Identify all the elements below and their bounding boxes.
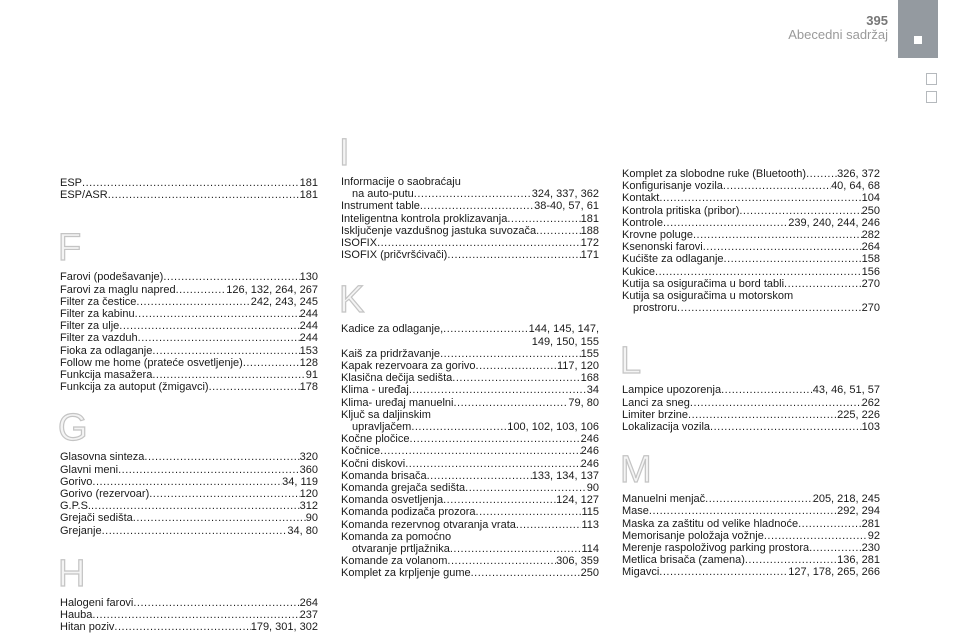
entry-term: Hauba <box>60 609 93 622</box>
index-entry[interactable] <box>622 253 880 265</box>
entry-pages[interactable]: 324, 337, 362 <box>531 188 599 201</box>
section-title: Abecedni sadržaj <box>788 27 888 42</box>
leader-dots <box>209 381 300 393</box>
entry-term: Grejanje <box>60 524 102 537</box>
entry-pages[interactable]: 242, 243, 245 <box>250 295 318 308</box>
index-entry[interactable] <box>341 225 599 237</box>
entry-term: ISOFIX (pričvršćivači) <box>341 249 448 262</box>
entry-pages[interactable]: 38-40, 57, 61 <box>534 200 599 213</box>
entry-pages[interactable]: 128 <box>299 356 318 369</box>
leader-dots <box>92 476 282 488</box>
index-entry[interactable] <box>60 512 318 524</box>
index-entry[interactable] <box>60 320 318 332</box>
entry-term: Funkcija masažera <box>60 369 153 382</box>
entry-pages[interactable]: 179, 301, 302 <box>250 621 318 634</box>
index-entry[interactable] <box>341 249 599 261</box>
leader-dots <box>243 357 300 369</box>
entry-term: Filter za ulje <box>60 320 120 333</box>
entry-pages[interactable]: 103 <box>861 421 880 434</box>
leader-dots <box>476 360 557 372</box>
entry-term: Filter za čestice <box>60 295 137 308</box>
entry-term: Gorivo <box>60 475 93 488</box>
entry-pages[interactable]: 250 <box>580 567 599 580</box>
entry-pages[interactable]: 178 <box>299 381 318 394</box>
index-entry[interactable] <box>60 296 318 308</box>
leader-dots <box>536 225 581 237</box>
entry-term: Komplet za krpljenje gume <box>341 567 471 580</box>
index-column-1 <box>60 177 318 633</box>
leader-dots <box>443 323 529 335</box>
index-entry[interactable] <box>60 332 318 344</box>
index-entry[interactable] <box>341 482 599 494</box>
leader-dots <box>723 180 831 192</box>
index-entry[interactable] <box>60 488 318 500</box>
section-letter: H <box>58 552 86 595</box>
section-spacer <box>622 433 880 451</box>
index-entry[interactable] <box>341 372 599 384</box>
leader-dots <box>798 518 862 530</box>
entry-term: Merenje raspoloživog parking prostora <box>622 542 810 555</box>
leader-dots <box>91 500 300 512</box>
entry-term: Instrument table <box>341 200 420 213</box>
entry-pages[interactable]: 237 <box>299 609 318 622</box>
entry-term: Funkcija za autoput (žmigavci) <box>60 381 209 394</box>
leader-dots <box>135 308 300 320</box>
entry-term: Kočne pločice <box>341 433 410 446</box>
entry-term: Konfigurisanje vozila <box>622 180 723 193</box>
entry-pages[interactable]: 34, 80 <box>287 524 318 537</box>
index-entry[interactable] <box>60 189 318 201</box>
entry-term: Hitan poziv <box>60 621 115 634</box>
index-entry[interactable] <box>622 192 880 204</box>
index-entry[interactable] <box>341 567 599 579</box>
entry-pages[interactable]: 100, 102, 103, 106 <box>507 421 599 434</box>
index-entry[interactable] <box>341 384 599 396</box>
leader-dots <box>427 470 532 482</box>
entry-pages[interactable]: 130 <box>299 271 318 284</box>
index-entry[interactable] <box>60 345 318 357</box>
section-spacer <box>60 201 318 229</box>
index-entry[interactable] <box>622 409 880 421</box>
entry-term: Kočni diskovi <box>341 457 406 470</box>
leader-dots <box>659 192 861 204</box>
index-entry[interactable] <box>60 451 318 463</box>
entry-term: Gorivo (rezervoar) <box>60 488 150 501</box>
index-entry[interactable] <box>341 519 599 531</box>
entry-term: Maska za zaštitu od velike hladnoće <box>622 517 799 530</box>
index-entry[interactable] <box>622 168 880 180</box>
section-letter: I <box>339 132 350 174</box>
entry-pages[interactable]: 282 <box>861 229 880 242</box>
index-entry[interactable] <box>622 266 880 278</box>
entry-pages[interactable]: 230 <box>861 542 880 555</box>
index-column-2 <box>341 134 599 580</box>
entry-pages-continued[interactable]: 149, 150, 155 <box>531 335 599 348</box>
entry-pages[interactable]: 90 <box>305 512 318 525</box>
entry-pages[interactable]: 155 <box>580 347 599 360</box>
index-entry[interactable] <box>622 302 880 314</box>
index-entry[interactable] <box>341 200 599 212</box>
leader-dots <box>118 464 300 476</box>
entry-pages[interactable]: 171 <box>580 249 599 262</box>
entry-pages[interactable]: 115 <box>581 506 599 519</box>
index-entry[interactable] <box>341 360 599 372</box>
leader-dots <box>655 266 862 278</box>
section-letter: G <box>58 407 88 450</box>
page-number: 395 <box>866 13 888 28</box>
entry-pages[interactable]: 40, 64, 68 <box>831 180 880 193</box>
entry-pages[interactable]: 306, 359 <box>556 555 599 568</box>
leader-dots <box>163 271 299 283</box>
entry-pages[interactable]: 126, 132, 264, 267 <box>226 283 318 296</box>
leader-dots <box>176 284 227 296</box>
entry-pages[interactable]: 172 <box>580 237 599 250</box>
leader-dots <box>92 609 299 621</box>
entry-pages[interactable]: 120 <box>299 488 318 501</box>
entry-pages[interactable]: 136, 281 <box>837 554 880 567</box>
entry-term: Klima- uređaj manuelni <box>341 396 454 409</box>
index-entry[interactable] <box>341 494 599 506</box>
entry-term: Metlica brisača (zamena) <box>622 554 745 567</box>
section-letter: K <box>339 279 365 322</box>
index-entry[interactable] <box>341 213 599 225</box>
entry-term: Limiter brzine <box>622 408 689 421</box>
entry-term: otvaranje prtljažnika <box>352 543 450 556</box>
index-entry[interactable] <box>60 271 318 283</box>
entry-term: Farovi (podešavanje) <box>60 271 164 284</box>
index-entry[interactable] <box>341 555 599 567</box>
section-letter: L <box>620 340 642 383</box>
entry-term: Kontrole <box>622 216 663 229</box>
index-entry[interactable] <box>622 278 880 290</box>
leader-dots <box>784 278 862 290</box>
index-entry[interactable] <box>60 308 318 320</box>
index-entry[interactable] <box>60 621 318 633</box>
entry-pages[interactable]: 264 <box>299 596 318 609</box>
leader-dots <box>82 177 300 189</box>
entry-pages[interactable]: 156 <box>861 265 880 278</box>
leader-dots <box>409 384 587 396</box>
entry-term: Glavni meni <box>60 463 119 476</box>
entry-pages[interactable]: 270 <box>861 277 880 290</box>
leader-dots <box>133 512 306 524</box>
entry-term: Filter za vazduh <box>60 332 138 345</box>
entry-term: Lokalizacija vozila <box>622 421 711 434</box>
leader-dots <box>144 451 299 463</box>
leader-dots <box>649 505 837 517</box>
entry-term: Kapak rezervoara za gorivo <box>341 360 476 373</box>
entry-pages[interactable]: 181 <box>299 177 318 189</box>
entry-term: Komanda brisača <box>341 469 427 482</box>
index-entry[interactable] <box>60 464 318 476</box>
entry-pages[interactable]: 320 <box>299 451 318 464</box>
index-entry[interactable] <box>60 597 318 609</box>
leader-dots <box>114 621 250 633</box>
index-entry[interactable] <box>60 609 318 621</box>
index-entry[interactable] <box>341 323 599 335</box>
leader-dots <box>119 320 299 332</box>
leader-dots <box>809 542 862 554</box>
index-entry[interactable] <box>60 476 318 488</box>
index-entry[interactable] <box>341 445 599 457</box>
entry-term: G.P.S. <box>60 500 91 513</box>
entry-term: Farovi za maglu napred <box>60 283 176 296</box>
entry-term: Komanda grejača sedišta <box>341 482 466 495</box>
entry-pages[interactable]: 153 <box>299 344 318 357</box>
index-entry[interactable] <box>60 369 318 381</box>
entry-term: Ksenonski farovi <box>622 241 703 254</box>
entry-pages[interactable]: 133, 134, 137 <box>531 469 599 482</box>
index-entry[interactable] <box>622 421 880 433</box>
entry-term: Grejači sedišta <box>60 512 133 525</box>
index-entry[interactable] <box>622 542 880 554</box>
leader-dots <box>420 200 534 212</box>
leader-dots <box>411 421 507 433</box>
entry-pages[interactable]: 79, 80 <box>568 396 599 409</box>
entry-term: Klasična dečija sedišta <box>341 372 453 385</box>
index-column-3 <box>622 168 880 579</box>
entry-pages[interactable]: 91 <box>305 369 318 382</box>
entry-term: Glasovna sinteza <box>60 451 145 464</box>
leader-dots <box>450 543 582 555</box>
leader-dots <box>152 345 299 357</box>
entry-term: ESP <box>60 177 83 189</box>
entry-term: Komanda osvetljenja <box>341 494 444 507</box>
entry-term: Kontakt <box>622 192 660 205</box>
entry-term: ESP/ASR <box>60 189 108 202</box>
index-entry[interactable] <box>341 421 599 433</box>
entry-pages[interactable]: 281 <box>861 517 880 530</box>
entry-pages[interactable]: 181 <box>299 189 318 202</box>
leader-dots <box>471 567 581 579</box>
leader-dots <box>745 554 837 566</box>
entry-pages[interactable]: 127, 178, 265, 266 <box>788 566 880 579</box>
entry-pages[interactable]: 244 <box>299 332 318 345</box>
index-entry[interactable] <box>622 518 880 530</box>
leader-dots <box>703 241 862 253</box>
leader-dots <box>710 421 862 433</box>
index-entry[interactable] <box>60 177 318 189</box>
chapter-tab <box>898 0 938 58</box>
entry-term: prostroru <box>633 302 678 315</box>
entry-term: Migavci <box>622 566 660 579</box>
leader-dots <box>739 205 861 217</box>
index-entry-heading: Komanda za pomoćno <box>341 530 452 543</box>
leader-dots <box>410 433 581 445</box>
leader-dots <box>440 348 581 360</box>
index-entry[interactable] <box>622 217 880 229</box>
section-spacer <box>60 537 318 555</box>
leader-dots <box>690 397 862 409</box>
entry-pages[interactable]: 90 <box>586 482 599 495</box>
entry-pages[interactable]: 239, 240, 244, 246 <box>788 216 880 229</box>
entry-term: Kontrola pritiska (pribor) <box>622 204 740 217</box>
entry-pages[interactable]: 144, 145, 147, <box>528 323 599 336</box>
leader-dots <box>108 189 300 201</box>
leader-dots <box>102 525 288 537</box>
entry-term: Komande za volanom <box>341 555 448 568</box>
index-entry[interactable] <box>622 229 880 241</box>
entry-pages[interactable]: 158 <box>861 253 880 266</box>
entry-term: Memorisanje položaja vožnje <box>622 529 764 542</box>
entry-pages[interactable]: 124, 127 <box>556 494 599 507</box>
index-entry[interactable] <box>341 458 599 470</box>
entry-pages[interactable]: 244 <box>299 320 318 333</box>
index-entry[interactable] <box>622 384 880 396</box>
leader-dots <box>663 217 788 229</box>
entry-term: na auto-putu <box>352 188 414 201</box>
leader-dots <box>136 296 250 308</box>
entry-term: Kukice <box>622 265 656 278</box>
entry-pages[interactable]: 246 <box>580 433 599 446</box>
index-entry[interactable] <box>341 237 599 249</box>
section-spacer <box>622 314 880 342</box>
chapter-tab-outline-2 <box>926 91 937 103</box>
entry-pages[interactable]: 246 <box>580 445 599 458</box>
index-entry[interactable] <box>622 397 880 409</box>
index-entry[interactable] <box>341 543 599 555</box>
leader-dots <box>377 237 581 249</box>
leader-dots <box>149 488 299 500</box>
entry-term: upravljačem <box>352 421 412 434</box>
leader-dots <box>452 372 580 384</box>
leader-dots <box>465 482 587 494</box>
entry-pages[interactable]: 34, 119 <box>282 475 318 488</box>
entry-pages[interactable]: 326, 372 <box>837 168 880 180</box>
entry-term: Kućište za odlaganje <box>622 253 724 266</box>
index-entry[interactable] <box>622 241 880 253</box>
entry-pages[interactable]: 43, 46, 51, 57 <box>812 384 880 397</box>
entry-pages[interactable]: 270 <box>861 302 880 315</box>
index-entry[interactable] <box>60 381 318 393</box>
entry-term: Krovne poluge <box>622 229 693 242</box>
index-entry-heading: Ključ sa daljinskim <box>341 408 431 421</box>
index-entry[interactable] <box>622 505 880 517</box>
index-entry[interactable] <box>622 493 880 505</box>
entry-pages[interactable]: 292, 294 <box>837 505 880 518</box>
section-spacer <box>341 261 599 281</box>
index-entry[interactable] <box>622 205 880 217</box>
leader-dots <box>414 188 532 200</box>
leader-dots <box>507 213 580 225</box>
entry-term: Mase <box>622 505 649 518</box>
entry-pages[interactable]: 92 <box>867 529 880 542</box>
entry-term: Klima - uređaj <box>341 384 409 397</box>
entry-pages[interactable]: 168 <box>580 372 599 385</box>
leader-dots <box>806 168 837 180</box>
leader-dots <box>659 566 788 578</box>
entry-term: Lanci za sneg <box>622 396 690 409</box>
section-letter: F <box>58 227 82 270</box>
entry-pages[interactable]: 244 <box>299 308 318 321</box>
leader-dots <box>138 332 300 344</box>
entry-pages[interactable]: 246 <box>580 457 599 470</box>
index-entry[interactable] <box>622 530 880 542</box>
leader-dots <box>688 409 837 421</box>
index-entry-heading: Kutija sa osiguračima u motorskom <box>622 290 794 303</box>
entry-pages[interactable]: 205, 218, 245 <box>812 493 880 506</box>
entry-pages[interactable]: 250 <box>861 204 880 217</box>
index-entry[interactable] <box>341 506 599 518</box>
leader-dots <box>133 597 299 609</box>
leader-dots <box>447 249 580 261</box>
index-entry[interactable] <box>622 554 880 566</box>
index-entry[interactable] <box>60 525 318 537</box>
entry-term: Inteligentna kontrola proklizavanja <box>341 212 508 225</box>
index-entry[interactable] <box>622 180 880 192</box>
entry-term: Lampice upozorenja <box>622 384 722 397</box>
section-spacer <box>60 393 318 409</box>
entry-term: Komanda podizača prozora <box>341 506 476 519</box>
leader-dots <box>693 229 862 241</box>
entry-term: Halogeni farovi <box>60 596 134 609</box>
entry-pages[interactable]: 225, 226 <box>837 408 880 421</box>
entry-pages[interactable]: 117, 120 <box>556 360 599 373</box>
index-entry[interactable] <box>341 397 599 409</box>
entry-pages[interactable]: 34 <box>586 384 599 397</box>
leader-dots <box>677 302 862 314</box>
entry-term: ISOFIX <box>341 237 378 250</box>
entry-pages[interactable]: 114 <box>581 543 599 556</box>
entry-term: Kutija sa osiguračima u bord tabli <box>622 277 785 290</box>
entry-term: Komanda rezervnog otvaranja vrata <box>341 518 516 531</box>
leader-dots <box>516 519 582 531</box>
index-entry[interactable] <box>622 566 880 578</box>
entry-pages[interactable]: 104 <box>861 192 880 205</box>
entry-term: Kadice za odlaganje, <box>341 323 444 336</box>
entry-pages[interactable]: 181 <box>580 212 599 225</box>
entry-pages[interactable]: 360 <box>299 463 318 476</box>
entry-pages[interactable]: 262 <box>861 396 880 409</box>
index-entry[interactable] <box>341 433 599 445</box>
leader-dots <box>476 506 582 518</box>
leader-dots <box>724 253 862 265</box>
entry-term: Komplet za slobodne ruke (Bluetooth) <box>622 168 807 180</box>
index-entry[interactable] <box>341 188 599 200</box>
entry-pages[interactable]: 264 <box>861 241 880 254</box>
index-entry[interactable] <box>60 500 318 512</box>
entry-pages[interactable]: 113 <box>581 518 599 531</box>
entry-term: Fioka za odlaganje <box>60 344 153 357</box>
leader-dots <box>764 530 868 542</box>
leader-dots <box>705 493 813 505</box>
section-letter: M <box>620 449 652 492</box>
leader-dots <box>721 384 813 396</box>
entry-term: Kočnice <box>341 445 381 458</box>
leader-dots <box>152 369 305 381</box>
leader-dots <box>380 445 581 457</box>
index-entry[interactable] <box>341 470 599 482</box>
leader-dots <box>405 458 580 470</box>
index-entry[interactable] <box>60 284 318 296</box>
chapter-tab-marker <box>914 36 922 44</box>
entry-term: Follow me home (prateće osvetljenje) <box>60 356 243 369</box>
entry-term: Isključenje vazdušnog jastuka suvozača <box>341 224 537 237</box>
leader-dots <box>443 494 556 506</box>
chapter-tab-outline-1 <box>926 73 937 85</box>
index-entry[interactable] <box>341 348 599 360</box>
leader-dots <box>447 555 556 567</box>
entry-term: Manuelni menjač <box>622 493 706 506</box>
index-entry-heading: Informacije o saobraćaju <box>341 176 461 188</box>
index-entry[interactable] <box>60 357 318 369</box>
entry-pages[interactable]: 312 <box>299 500 318 513</box>
leader-dots <box>454 397 569 409</box>
entry-pages[interactable]: 188 <box>580 224 599 237</box>
entry-term: Filter za kabinu <box>60 308 135 321</box>
entry-term: Kaiš za pridržavanje <box>341 347 441 360</box>
